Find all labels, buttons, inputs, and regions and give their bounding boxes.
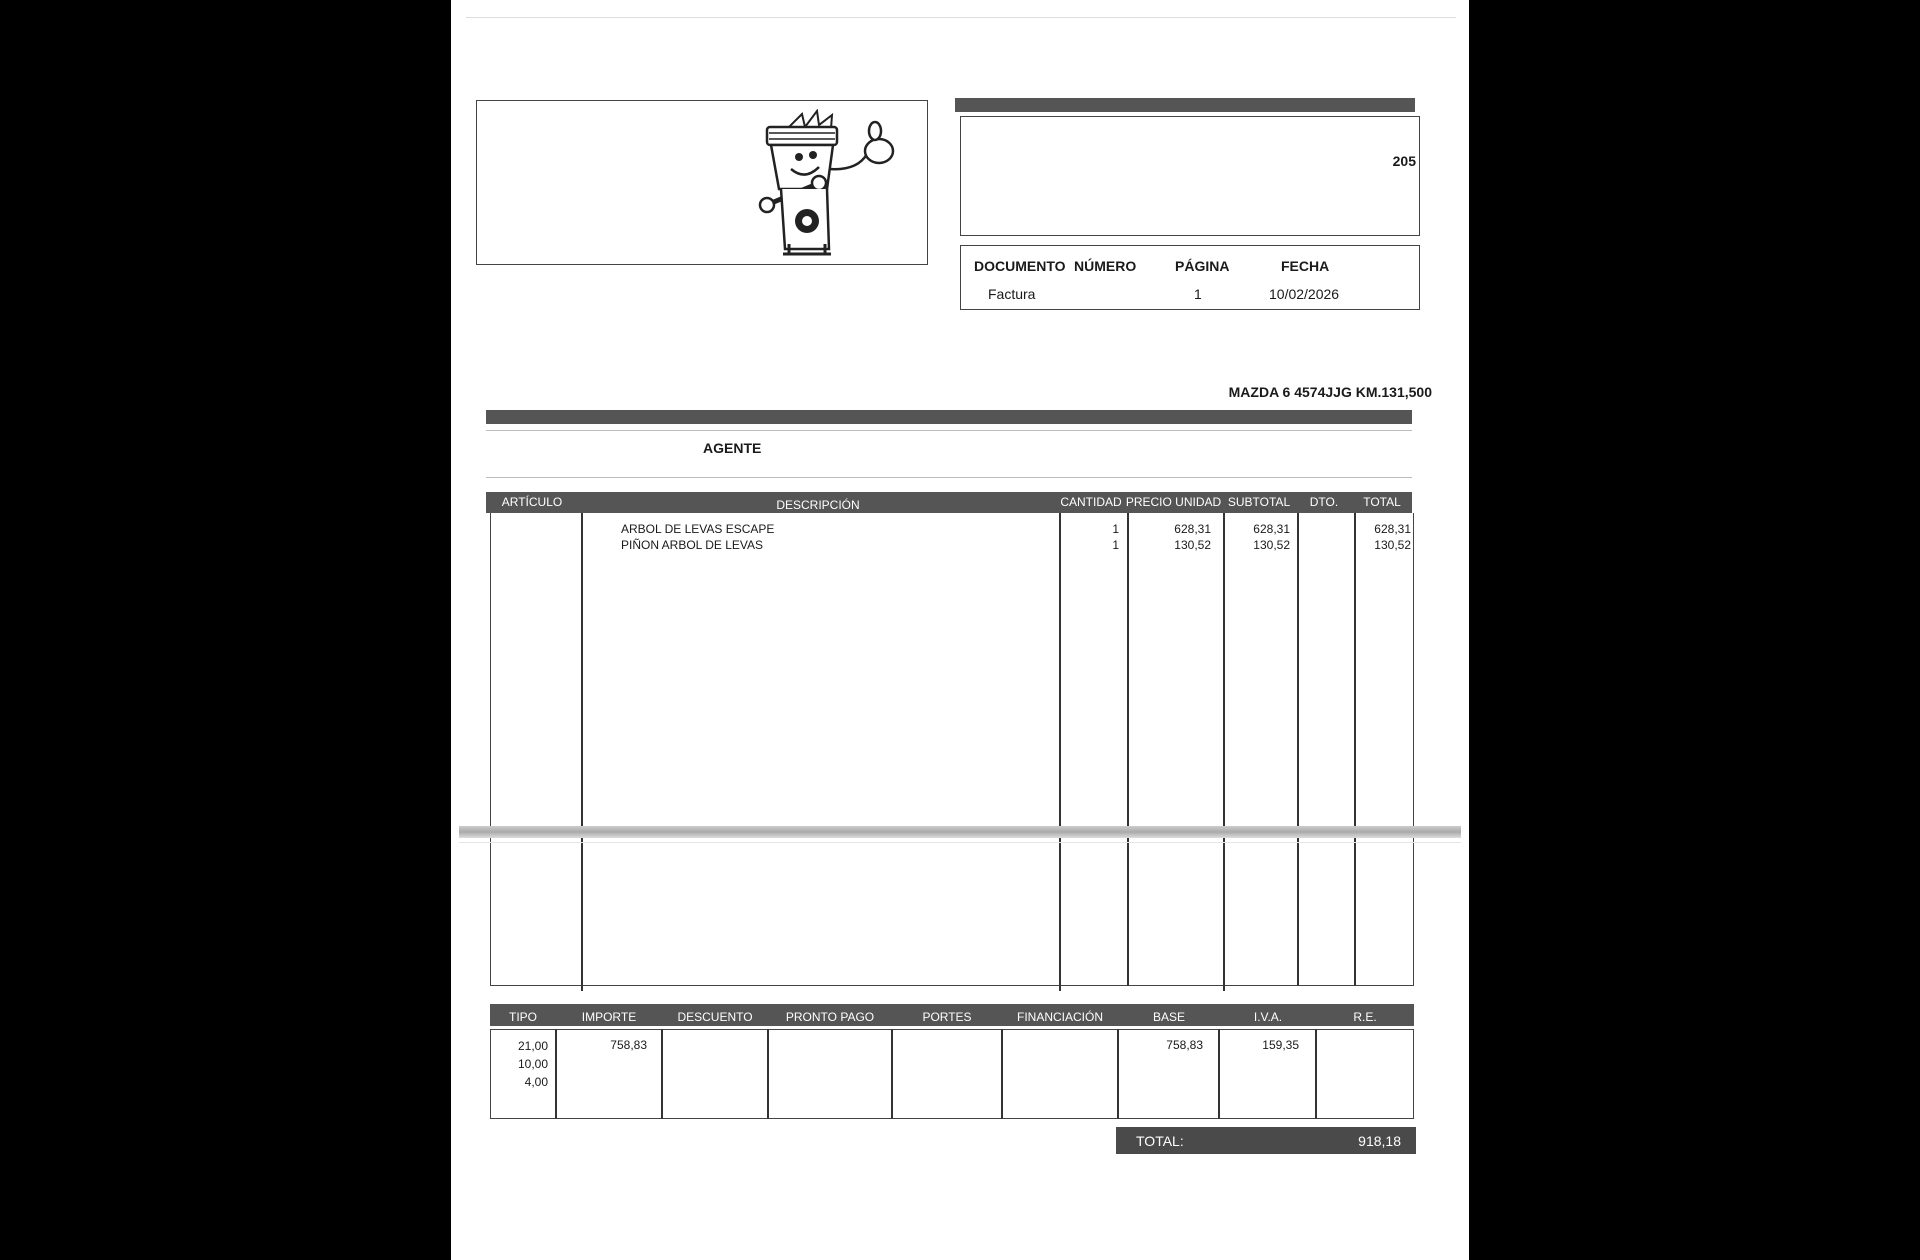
row-precio: 628,31 xyxy=(1174,522,1211,536)
document-info-box xyxy=(960,245,1420,310)
col-descripcion: DESCRIPCIÓN xyxy=(776,498,860,512)
col-divider xyxy=(891,1029,893,1119)
vehicle-bar xyxy=(486,410,1412,424)
scan-streak xyxy=(459,826,1461,838)
invoice-number: 205 xyxy=(1392,153,1416,169)
col-subtotal: SUBTOTAL xyxy=(1227,495,1291,509)
row-cantidad: 1 xyxy=(1112,538,1119,552)
col-divider xyxy=(767,1029,769,1119)
total-bar xyxy=(1116,1127,1416,1154)
row-subtotal: 628,31 xyxy=(1253,522,1290,536)
col-divider xyxy=(1297,513,1299,986)
col-base: BASE xyxy=(1152,1010,1185,1024)
documento-value: Factura xyxy=(988,286,1036,302)
fecha-value: 10/02/2026 xyxy=(1269,286,1340,302)
col-divider xyxy=(1127,513,1129,986)
scan-artifact xyxy=(486,430,1412,431)
scan-artifact xyxy=(466,17,1456,18)
row-precio: 130,52 xyxy=(1174,538,1211,552)
row-total: 628,31 xyxy=(1374,522,1411,536)
col-pronto-pago: PRONTO PAGO xyxy=(785,1010,875,1024)
col-divider xyxy=(1001,1029,1003,1119)
row-cantidad: 1 xyxy=(1112,522,1119,536)
numero-label: NÚMERO xyxy=(1074,258,1137,274)
items-header-bar xyxy=(486,492,1412,513)
col-divider xyxy=(1354,513,1356,986)
row-descripcion: PIÑON ARBOL DE LEVAS xyxy=(621,538,764,552)
invoice-page xyxy=(451,0,1469,1260)
total-value: 918,18 xyxy=(1358,1133,1401,1149)
col-cantidad: CANTIDAD xyxy=(1060,495,1122,509)
logo-box xyxy=(476,100,928,265)
col-precio-unidad: PRECIO UNIDAD xyxy=(1125,495,1222,509)
col-iva: I.V.A. xyxy=(1253,1010,1283,1024)
pagina-label: PÁGINA xyxy=(1175,258,1230,274)
row-descripcion: ARBOL DE LEVAS ESCAPE xyxy=(621,522,775,536)
scan-artifact xyxy=(459,842,1461,843)
client-box xyxy=(960,116,1420,236)
scan-artifact xyxy=(486,477,1412,478)
total-label: TOTAL: xyxy=(1136,1133,1184,1149)
base-value: 758,83 xyxy=(1166,1038,1203,1052)
col-descuento: DESCUENTO xyxy=(677,1010,753,1024)
tax-header-bar xyxy=(490,1004,1414,1026)
col-re: R.E. xyxy=(1353,1010,1377,1024)
vehicle-info: MAZDA 6 4574JJG KM.131,500 xyxy=(1228,384,1432,400)
items-table-body xyxy=(490,513,1414,986)
col-articulo: ARTÍCULO xyxy=(501,495,563,509)
iva-value: 159,35 xyxy=(1262,1038,1299,1052)
col-importe: IMPORTE xyxy=(581,1010,637,1024)
col-divider xyxy=(581,513,583,991)
row-total: 130,52 xyxy=(1374,538,1411,552)
pagina-value: 1 xyxy=(1194,286,1202,302)
col-portes: PORTES xyxy=(922,1010,972,1024)
piston-mascot-icon xyxy=(747,109,927,259)
col-divider xyxy=(661,1029,663,1119)
fecha-label: FECHA xyxy=(1281,258,1330,274)
col-dto: DTO. xyxy=(1309,495,1339,509)
row-subtotal: 130,52 xyxy=(1253,538,1290,552)
tipo-4: 4,00 xyxy=(524,1075,548,1089)
col-total: TOTAL xyxy=(1363,495,1401,509)
col-divider xyxy=(1315,1029,1317,1119)
tipo-21: 21,00 xyxy=(517,1039,548,1053)
documento-label: DOCUMENTO xyxy=(974,258,1066,274)
agente-label: AGENTE xyxy=(703,440,762,456)
header-bar xyxy=(955,98,1415,112)
tipo-10: 10,00 xyxy=(517,1057,548,1071)
col-tipo: TIPO xyxy=(508,1010,537,1024)
col-divider xyxy=(1059,513,1061,991)
col-financiacion: FINANCIACIÓN xyxy=(1016,1010,1103,1024)
col-divider xyxy=(1223,513,1225,991)
importe-value: 758,83 xyxy=(610,1038,647,1052)
